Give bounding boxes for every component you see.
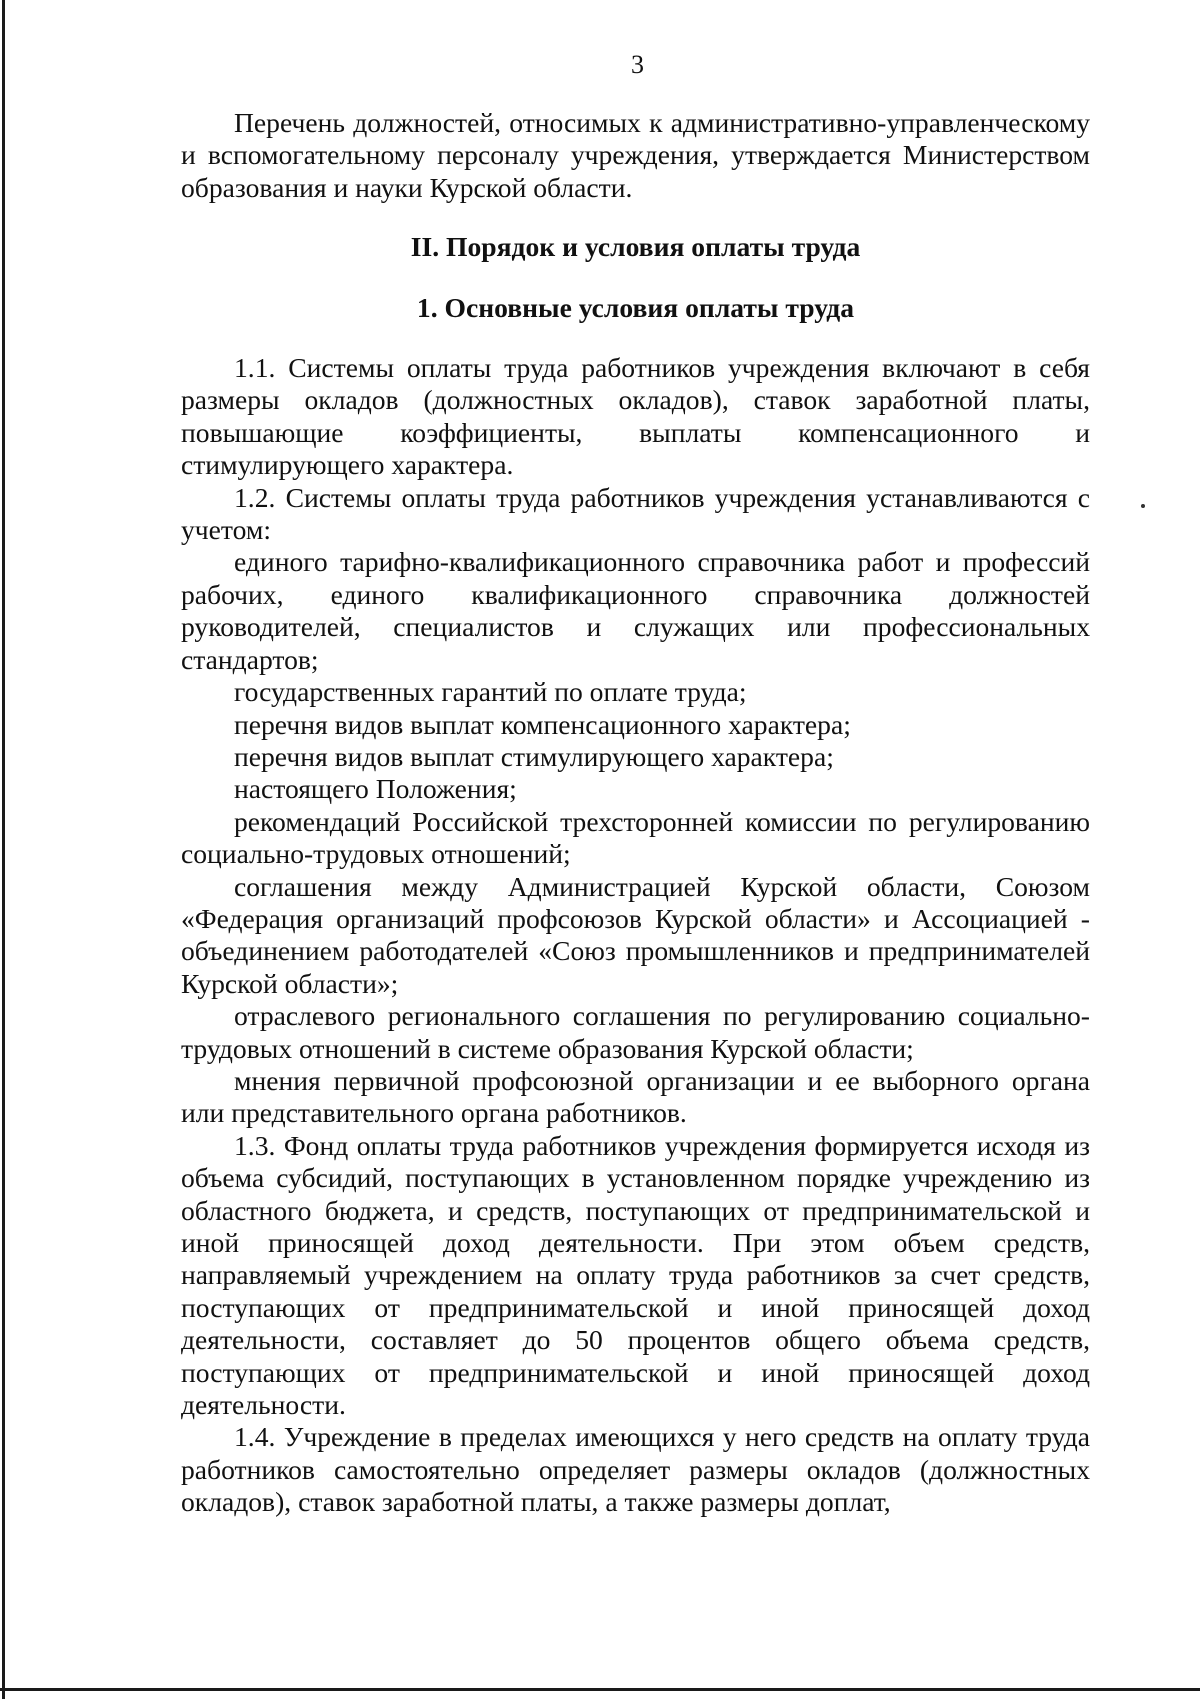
list-item-tripartite: рекомендаций Российской трехсторонней комиссии по регулированию социально-трудовых отношений; bbox=[181, 805, 1090, 870]
section-heading: II. Порядок и условия оплаты труда bbox=[410, 231, 861, 263]
list-item-regulation: настоящего Положения; bbox=[234, 773, 517, 805]
page-number: 3 bbox=[631, 50, 644, 79]
list-item-agreement: соглашения между Администрацией Курской области, Союзом «Федерация организаций профсоюзов Курской области» и Ассоциацией - объединением работодателей «Союз промышленников и предпринимателей Курской области»; bbox=[181, 870, 1090, 999]
list-item-incentive: перечня видов выплат стимулирующего характера; bbox=[234, 740, 834, 772]
paragraph-1-4: 1.4. Учреждение в пределах имеющихся у него средств на оплату труда работников самостоятельно определяет размеры окладов (должностных окладов), ставок заработной платы, а также размеры доплат, bbox=[181, 1421, 1090, 1518]
list-item-etks: единого тарифно-квалификационного справочника работ и профессий рабочих, единого квалификационного справочника должностей руководителей, специалистов и служащих или профессиональных стандартов; bbox=[181, 546, 1090, 675]
paragraph-1-3: 1.3. Фонд оплаты труда работников учреждения формируется исходя из объема субсидий, поступающих в установленном порядке учреждению из областного бюджета, и средств, поступающих от предпринимательской и иной приносящей доход деятельности. При этом объем средств, направляемый учреждением на оплату труда работников за счет средств, поступающих от предпринимательской и иной приносящей доход деятельности, составляет до 50 процентов общего объема средств, поступающих от предпринимательской и иной приносящей доход деятельности. bbox=[181, 1129, 1090, 1421]
scan-left-edge bbox=[2, 0, 5, 1699]
document-body bbox=[181, 107, 1090, 1519]
scan-bottom-edge bbox=[0, 1688, 1200, 1691]
list-item-sector-agreement: отраслевого регионального соглашения по регулированию социально-трудовых отношений в системе образования Курской области; bbox=[181, 1000, 1090, 1064]
list-item-guarantees: государственных гарантий по оплате труда; bbox=[234, 676, 747, 708]
scan-smudge bbox=[1141, 504, 1145, 508]
paragraph-1-1: 1.1. Системы оплаты труда работников учреждения включают в себя размеры окладов (должностных окладов), ставок заработной платы, повышающие коэффициенты, выплаты компенсационного и стимулирующего характера. bbox=[181, 352, 1090, 481]
paragraph-1-2: 1.2. Системы оплаты труда работников учреждения устанавливаются с учетом: bbox=[181, 481, 1090, 546]
intro-paragraph: Перечень должностей, относимых к административно-управленческому и вспомогательному персоналу учреждения, утверждается Министерством образования и науки Курской области. bbox=[181, 107, 1090, 203]
list-item-union-opinion: мнения первичной профсоюзной организации и ее выборного органа или представительного органа работников. bbox=[181, 1064, 1090, 1129]
list-item-compensation: перечня видов выплат компенсационного характера; bbox=[234, 708, 851, 740]
subsection-heading: 1. Основные условия оплаты труда bbox=[416, 291, 855, 323]
